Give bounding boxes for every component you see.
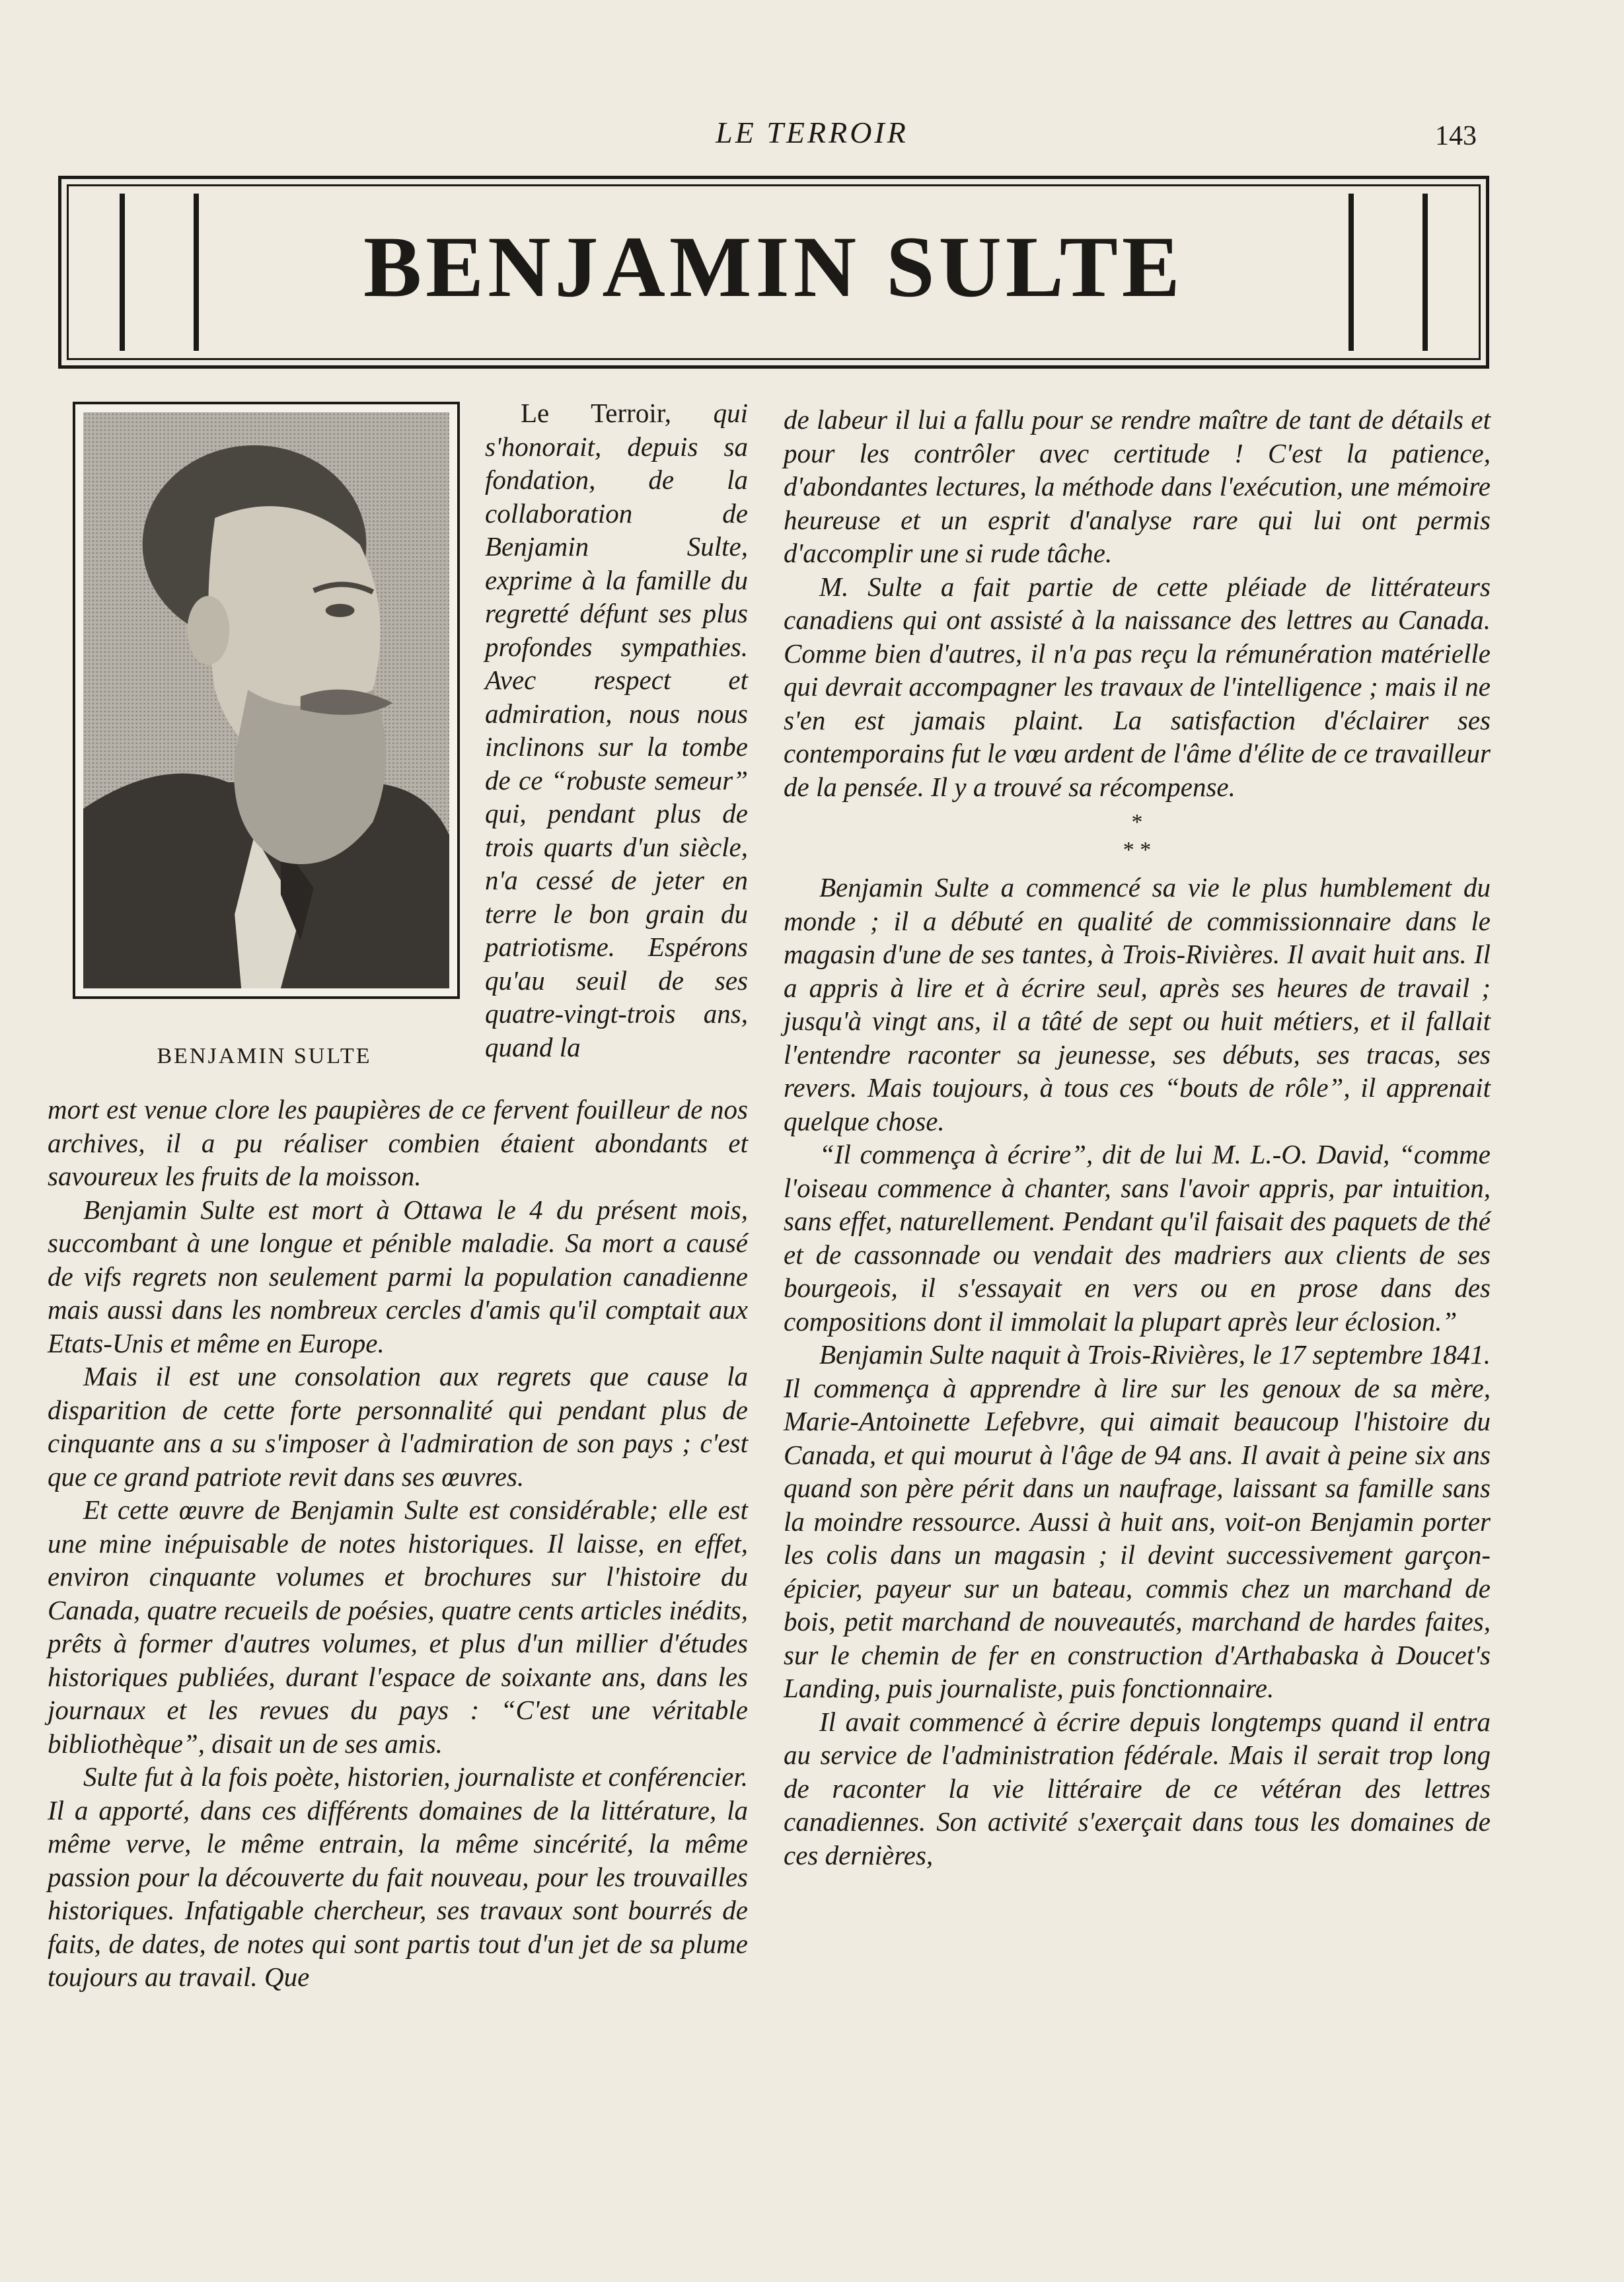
paragraph: Benjamin Sulte naquit à Trois-Rivières, le 17 septembre 1841. Il commença à apprendre à lire sur les genoux de sa mère, Marie-Antoinette Lefebvre, qui aimait beaucoup l'histoire du Canada, et qui mourut à l'âge de 94 ans. Il avait à peine six ans quand son père périt dans un naufrage, laissant sa famille sans la moindre ressource. Aussi à huit ans, voit-on Benjamin porter les colis dans un magasin ; il devint successivement garçon-épicier, payeur sur un bateau, commis chez un marchand de bois, petit marchand de nouveautés, marchand de hardes faites, sur le chemin de fer en construction d'Arthabaska à Doucet's Landing, puis journaliste, puis fonctionnaire. xyxy=(784,1339,1491,1703)
separator-top: * xyxy=(1131,810,1143,834)
paragraph: Mais il est une consolation aux regrets que cause la disparition de cette forte personnalité qui pendant plus de cinquante ans a su s'imposer à l'admiration de son pays ; c'est que ce grand patriote revit dans ses œuvres. xyxy=(48,1361,748,1492)
paragraph: “Il commença à écrire”, dit de lui M. L.-O. David, “comme l'oiseau commence à chanter, sans l'avoir appris, par intuition, sans effet, naturellement. Pendant qu'il faisait des paquets de thé et de cassonnade ou vendait des madriers aux clients de ses bourgeois, il s'essayait en vers ou en prose dans des compositions dont il immolait la plupart après leur éclosion.” xyxy=(784,1139,1491,1337)
paragraph: Benjamin Sulte a commencé sa vie le plus humblement du monde ; il a débuté en qualité de commissionnaire dans le magasin d'une de ses tantes, à Trois-Rivières. Il avait huit ans. Il a appris à lire et à écrire seul, après ses heures de travail ; jusqu'à vingt ans, il a tâté de sept ou huit métiers, et il fallait l'entendre raconter sa jeunesse, ses débuts, ses tracas, ses revers. Mais toujours, à tous ces “bouts de rôle”, il apprenait quelque chose. xyxy=(784,872,1491,1136)
lead-paragraph xyxy=(485,396,748,1064)
column-left-bottom xyxy=(48,1093,748,1994)
lead-text: qui s'honorait, depuis sa fondation, de la collaboration de Benjamin Sulte, exprime à la famille du regretté défunt ses plus profondes sympathies. Avec respect et admiration, nous nous inclinons sur la tombe de ce “robuste semeur” qui, pendant plus de trois quarts d'un siècle, n'a cessé de jeter en terre le bon grain du patriotisme. Espérons qu'au seuil de ses quatre-vingt-trois ans, quand la xyxy=(485,398,748,1062)
portrait-photo xyxy=(73,402,460,999)
separator-bottom: * * xyxy=(1123,838,1152,862)
article-title: BENJAMIN SULTE xyxy=(363,218,1184,315)
paragraph: M. Sulte a fait partie de cette pléiade de littérateurs canadiens qui ont assisté à la naissance des lettres au Canada. Comme bien d'autres, il n'a pas reçu la rémunération matérielle qui devrait accompagner les travaux de l'intelligence ; mais il ne s'en est jamais plaint. La satisfaction d'éclairer ses contemporains fut le vœu ardent de l'âme d'élite de ce travailleur de la pensée. Il y a trouvé sa récompense. xyxy=(784,571,1491,802)
title-frame xyxy=(58,176,1489,369)
paragraph: Sulte fut à la fois poète, historien, journaliste et conférencier. Il a apporté, dans ces différents domaines de la littérature, la même verve, le même entrain, la même sincérité, la même passion pour la découverte du fait nouveau, pour les trouvailles historiques. Infatigable chercheur, ses travaux sont bourrés de faits, de dates, de notes qui sont partis tout d'un jet de sa plume toujours au travail. Que xyxy=(48,1761,748,1992)
running-title: LE TERROIR xyxy=(716,116,908,149)
column-left-top xyxy=(485,396,748,1064)
column-right xyxy=(784,403,1491,1872)
lead-word: Le Terroir, xyxy=(521,398,671,428)
paragraph: de labeur il lui a fallu pour se rendre maître de tant de détails et pour les contrôler avec certitude ! C'est la patience, d'abondantes lectures, la méthode dans l'exécution, une mémoire heureuse et un esprit d'analyse rare qui lui ont permis d'accomplir une si rude tâche. xyxy=(784,404,1491,568)
portrait-image xyxy=(83,412,449,988)
paragraph: Et cette œuvre de Benjamin Sulte est considérable; elle est une mine inépuisable de notes historiques. Il laisse, en effet, environ cinquante volumes et brochures sur l'histoire du Canada, quatre recueils de poésies, quatre cents articles inédits, prêts à former d'autres volumes, et plus d'un millier d'études historiques publiées, durant l'espace de soixante ans, dans les journaux et les revues du pays : “C'est une véritable bibliothèque”, disait un de ses amis. xyxy=(48,1494,748,1759)
section-separator xyxy=(784,809,1491,864)
page-number: 143 xyxy=(1435,121,1477,151)
photo-caption: BENJAMIN SULTE xyxy=(157,1044,372,1068)
paragraph: Benjamin Sulte est mort à Ottawa le 4 du présent mois, succombant à une longue et pénible maladie. Sa mort a causé de vifs regrets non seulement parmi la population canadienne mais aussi dans les nombreux cercles d'amis qu'il comptait aux Etats-Unis et même en Europe. xyxy=(48,1194,748,1358)
portrait-illustration xyxy=(83,412,449,988)
paragraph: Il avait commencé à écrire depuis longtemps quand il entra au service de l'administration fédérale. Mais il serait trop long de raconter la vie littéraire de ce vétéran des lettres canadiennes. Son activité s'exerçait dans tous les domaines de ces dernières, xyxy=(784,1706,1491,1870)
paragraph: mort est venue clore les paupières de ce fervent fouilleur de nos archives, il a pu réaliser combien étaient abondants et savoureux les fruits de la moisson. xyxy=(48,1094,748,1191)
